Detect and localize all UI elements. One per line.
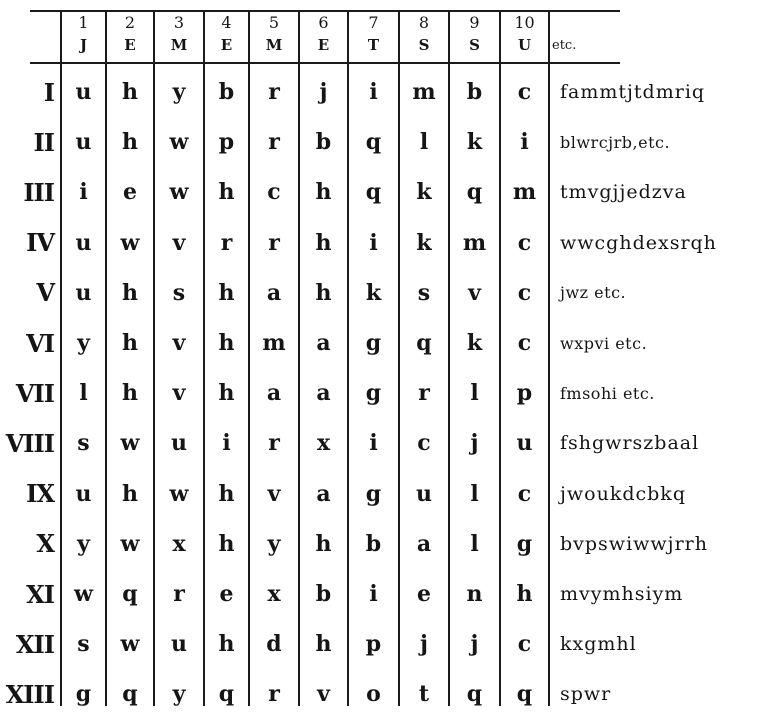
column-number: 6 [318, 13, 329, 32]
cipher-cell: h [516, 581, 533, 607]
cipher-cell: g [365, 330, 382, 356]
cipher-cell: r [418, 380, 430, 407]
cipher-cell: r [173, 581, 185, 607]
cipher-cell: b [315, 581, 332, 607]
cipher-cell: h [122, 330, 138, 356]
row-label: V [36, 278, 54, 308]
cipher-cell: h [218, 380, 235, 407]
cipher-cell: c [517, 279, 532, 306]
cipher-cell: l [79, 380, 88, 407]
cipher-cell: k [416, 179, 432, 206]
cipher-cell: x [316, 430, 331, 457]
cipher-cell: y [172, 681, 186, 708]
cipher-cell: x [267, 581, 281, 607]
cipher-cell: i [222, 430, 231, 457]
cipher-cell: q [365, 179, 382, 206]
row-label: I [43, 77, 54, 107]
cipher-cell: k [466, 129, 483, 156]
cipher-cell: h [315, 279, 332, 306]
cipher-cell: c [517, 480, 532, 507]
cipher-cell: m [512, 179, 537, 206]
cipher-cell: i [369, 581, 378, 607]
cipher-cell: i [369, 229, 378, 256]
cipher-cell: w [169, 179, 189, 206]
cipher-cell: s [77, 430, 90, 457]
cipher-cell: q [122, 681, 138, 708]
cipher-cell: j [470, 631, 479, 658]
cipher-cell: h [315, 229, 332, 256]
cipher-cell: c [517, 631, 532, 658]
cipher-cell: v [267, 480, 281, 507]
row-note: kxgmhl [560, 633, 637, 656]
top-rule [30, 10, 620, 12]
cipher-cell: c [267, 179, 281, 206]
cipher-cell: a [266, 279, 282, 306]
cipher-cell: m [412, 79, 436, 105]
row-note: jwoukdcbkq [560, 482, 686, 505]
cipher-cell: l [470, 380, 479, 407]
column-letter: E [220, 35, 233, 54]
cipher-cell: b [365, 530, 382, 557]
cipher-cell: c [517, 79, 532, 105]
cipher-cell: a [316, 380, 331, 407]
cipher-cell: g [365, 480, 382, 507]
cipher-cell: e [219, 581, 234, 607]
cipher-cell: i [369, 79, 378, 105]
cipher-cell: y [77, 530, 90, 557]
cipher-cell: u [416, 480, 432, 507]
cipher-cell: q [466, 681, 483, 708]
row-note: spwr [560, 683, 612, 706]
row-label: IV [26, 228, 54, 258]
cipher-cell: h [218, 530, 235, 557]
cipher-cell: w [74, 581, 93, 607]
cipher-cell: h [315, 631, 332, 658]
cipher-cell: q [365, 129, 382, 156]
cipher-cell: p [365, 631, 382, 658]
row-label: XI [26, 579, 54, 609]
header-etc: etc. [552, 37, 577, 53]
cipher-cell: w [120, 229, 140, 256]
cipher-cell: e [417, 581, 431, 607]
column-number: 3 [173, 13, 185, 32]
cipher-cell: u [75, 229, 92, 256]
cipher-cell: q [416, 330, 432, 356]
cipher-cell: i [369, 430, 378, 457]
row-note: wwcghdexsrqh [560, 231, 717, 254]
column-number: 9 [469, 13, 480, 32]
column-number: 10 [514, 13, 535, 32]
cipher-cell: r [220, 229, 233, 256]
cipher-cell: k [416, 229, 432, 256]
cipher-cell: u [75, 480, 92, 507]
cipher-cell: q [122, 581, 138, 607]
column-number: 5 [268, 13, 280, 32]
cipher-cell: h [122, 79, 138, 105]
cipher-cell: x [172, 530, 186, 557]
cipher-cell: w [120, 530, 140, 557]
cipher-cell: n [466, 581, 483, 607]
cipher-cell: q [218, 681, 235, 708]
row-note: fshgwrszbaal [560, 432, 700, 455]
cipher-cell: h [315, 179, 332, 206]
cipher-cell: j [420, 631, 428, 658]
cipher-cell: q [516, 681, 533, 708]
column-number: 2 [124, 13, 136, 32]
cipher-cell: l [470, 480, 479, 507]
cipher-cell: d [266, 631, 282, 658]
cipher-cell: m [262, 330, 286, 356]
row-label: XII [15, 629, 54, 659]
column-number: 7 [368, 13, 379, 32]
cipher-cell: u [171, 430, 187, 457]
cipher-cell: r [268, 229, 280, 256]
column-number: 1 [78, 13, 89, 32]
cipher-cell: y [172, 79, 186, 105]
cipher-cell: h [122, 480, 138, 507]
cipher-cell: v [172, 330, 186, 356]
row-label: X [36, 529, 54, 559]
row-note: bvpswiwwjrrh [560, 532, 708, 555]
row-note: fmsohi etc. [560, 383, 655, 403]
cipher-cell: y [77, 330, 90, 356]
cipher-cell: b [466, 79, 483, 105]
cipher-cell: i [79, 179, 88, 206]
row-label: II [33, 127, 54, 157]
column-letter: U [517, 35, 532, 54]
column-letter: E [124, 35, 136, 54]
cipher-cell: h [218, 279, 235, 306]
cipher-cell: k [365, 279, 382, 306]
cipher-cell: h [218, 179, 235, 206]
row-label: III [23, 177, 54, 207]
cipher-cell: a [416, 530, 432, 557]
cipher-cell: v [172, 229, 186, 256]
cipher-cell: h [122, 380, 138, 407]
column-letter: M [170, 35, 188, 54]
row-label: VIII [5, 428, 54, 458]
cipher-cell: u [75, 129, 92, 156]
column-letter: S [418, 35, 430, 54]
cipher-cell: g [365, 380, 382, 407]
cipher-cell: j [319, 79, 328, 105]
column-letter: M [265, 35, 283, 54]
cipher-cell: r [268, 430, 280, 457]
cipher-cell: i [520, 129, 529, 156]
cipher-cell: l [419, 129, 429, 156]
row-label: XIII [5, 679, 54, 709]
cipher-cell: g [516, 530, 533, 557]
cipher-cell: a [266, 380, 282, 407]
column-number: 8 [418, 13, 430, 32]
cipher-cell: h [122, 279, 138, 306]
cipher-cell: u [75, 279, 92, 306]
cipher-cell: e [123, 179, 137, 206]
cipher-cell: p [516, 380, 533, 407]
row-label: IX [26, 479, 54, 509]
cipher-cell: h [315, 530, 332, 557]
cipher-cell: v [468, 279, 481, 306]
cipher-cell: y [267, 530, 281, 557]
cipher-cell: c [417, 430, 431, 457]
cipher-cell: g [75, 681, 92, 708]
cipher-cell: l [470, 530, 479, 557]
row-label: VI [26, 328, 54, 358]
cipher-cell: w [120, 430, 140, 457]
cipher-cell: m [462, 229, 487, 256]
cipher-cell: k [466, 330, 483, 356]
row-note: blwrcjrb,etc. [560, 132, 671, 152]
cipher-cell: o [366, 681, 381, 708]
cipher-cell: w [120, 631, 140, 658]
cipher-cell: v [317, 681, 330, 708]
cipher-cell: q [466, 179, 483, 206]
row-note: tmvgjjedzva [560, 181, 687, 204]
cipher-cell: j [470, 430, 479, 457]
column-letter: T [367, 35, 380, 54]
cipher-cell: r [268, 681, 280, 708]
cipher-cell: a [316, 330, 331, 356]
row-label: VII [15, 378, 54, 408]
cipher-cell: h [218, 330, 235, 356]
cipher-cell: s [172, 279, 186, 306]
column-letter: E [317, 35, 330, 54]
column-number: 4 [221, 13, 232, 32]
cipher-cell: b [315, 129, 332, 156]
cipher-cell: u [171, 631, 187, 658]
cipher-cell: h [122, 129, 138, 156]
cipher-cell: a [316, 480, 331, 507]
cipher-cell: s [77, 631, 90, 658]
cipher-cell: r [268, 129, 280, 156]
cipher-cell: c [517, 229, 532, 256]
cipher-cell: c [517, 330, 532, 356]
column-divider [548, 10, 550, 706]
cipher-cell: u [75, 79, 92, 105]
cipher-cell: w [169, 129, 189, 156]
column-letter: J [79, 35, 88, 54]
cipher-cell: h [218, 480, 235, 507]
cipher-cell: p [218, 129, 235, 156]
cipher-cell: u [516, 430, 533, 457]
column-letter: S [469, 35, 480, 54]
row-note: fammtjtdmriq [560, 81, 706, 103]
row-note: mvymhsiym [560, 583, 684, 605]
cipher-cell: r [268, 79, 280, 105]
cipher-cell: v [172, 380, 186, 407]
cipher-cell: t [418, 681, 430, 708]
cipher-cell: b [218, 79, 235, 105]
row-note: wxpvi etc. [560, 333, 648, 353]
cipher-cell: w [169, 480, 189, 507]
cipher-cell: h [218, 631, 235, 658]
cipher-cell: s [417, 279, 431, 306]
row-note: jwz etc. [560, 283, 627, 303]
header-rule [30, 62, 620, 64]
